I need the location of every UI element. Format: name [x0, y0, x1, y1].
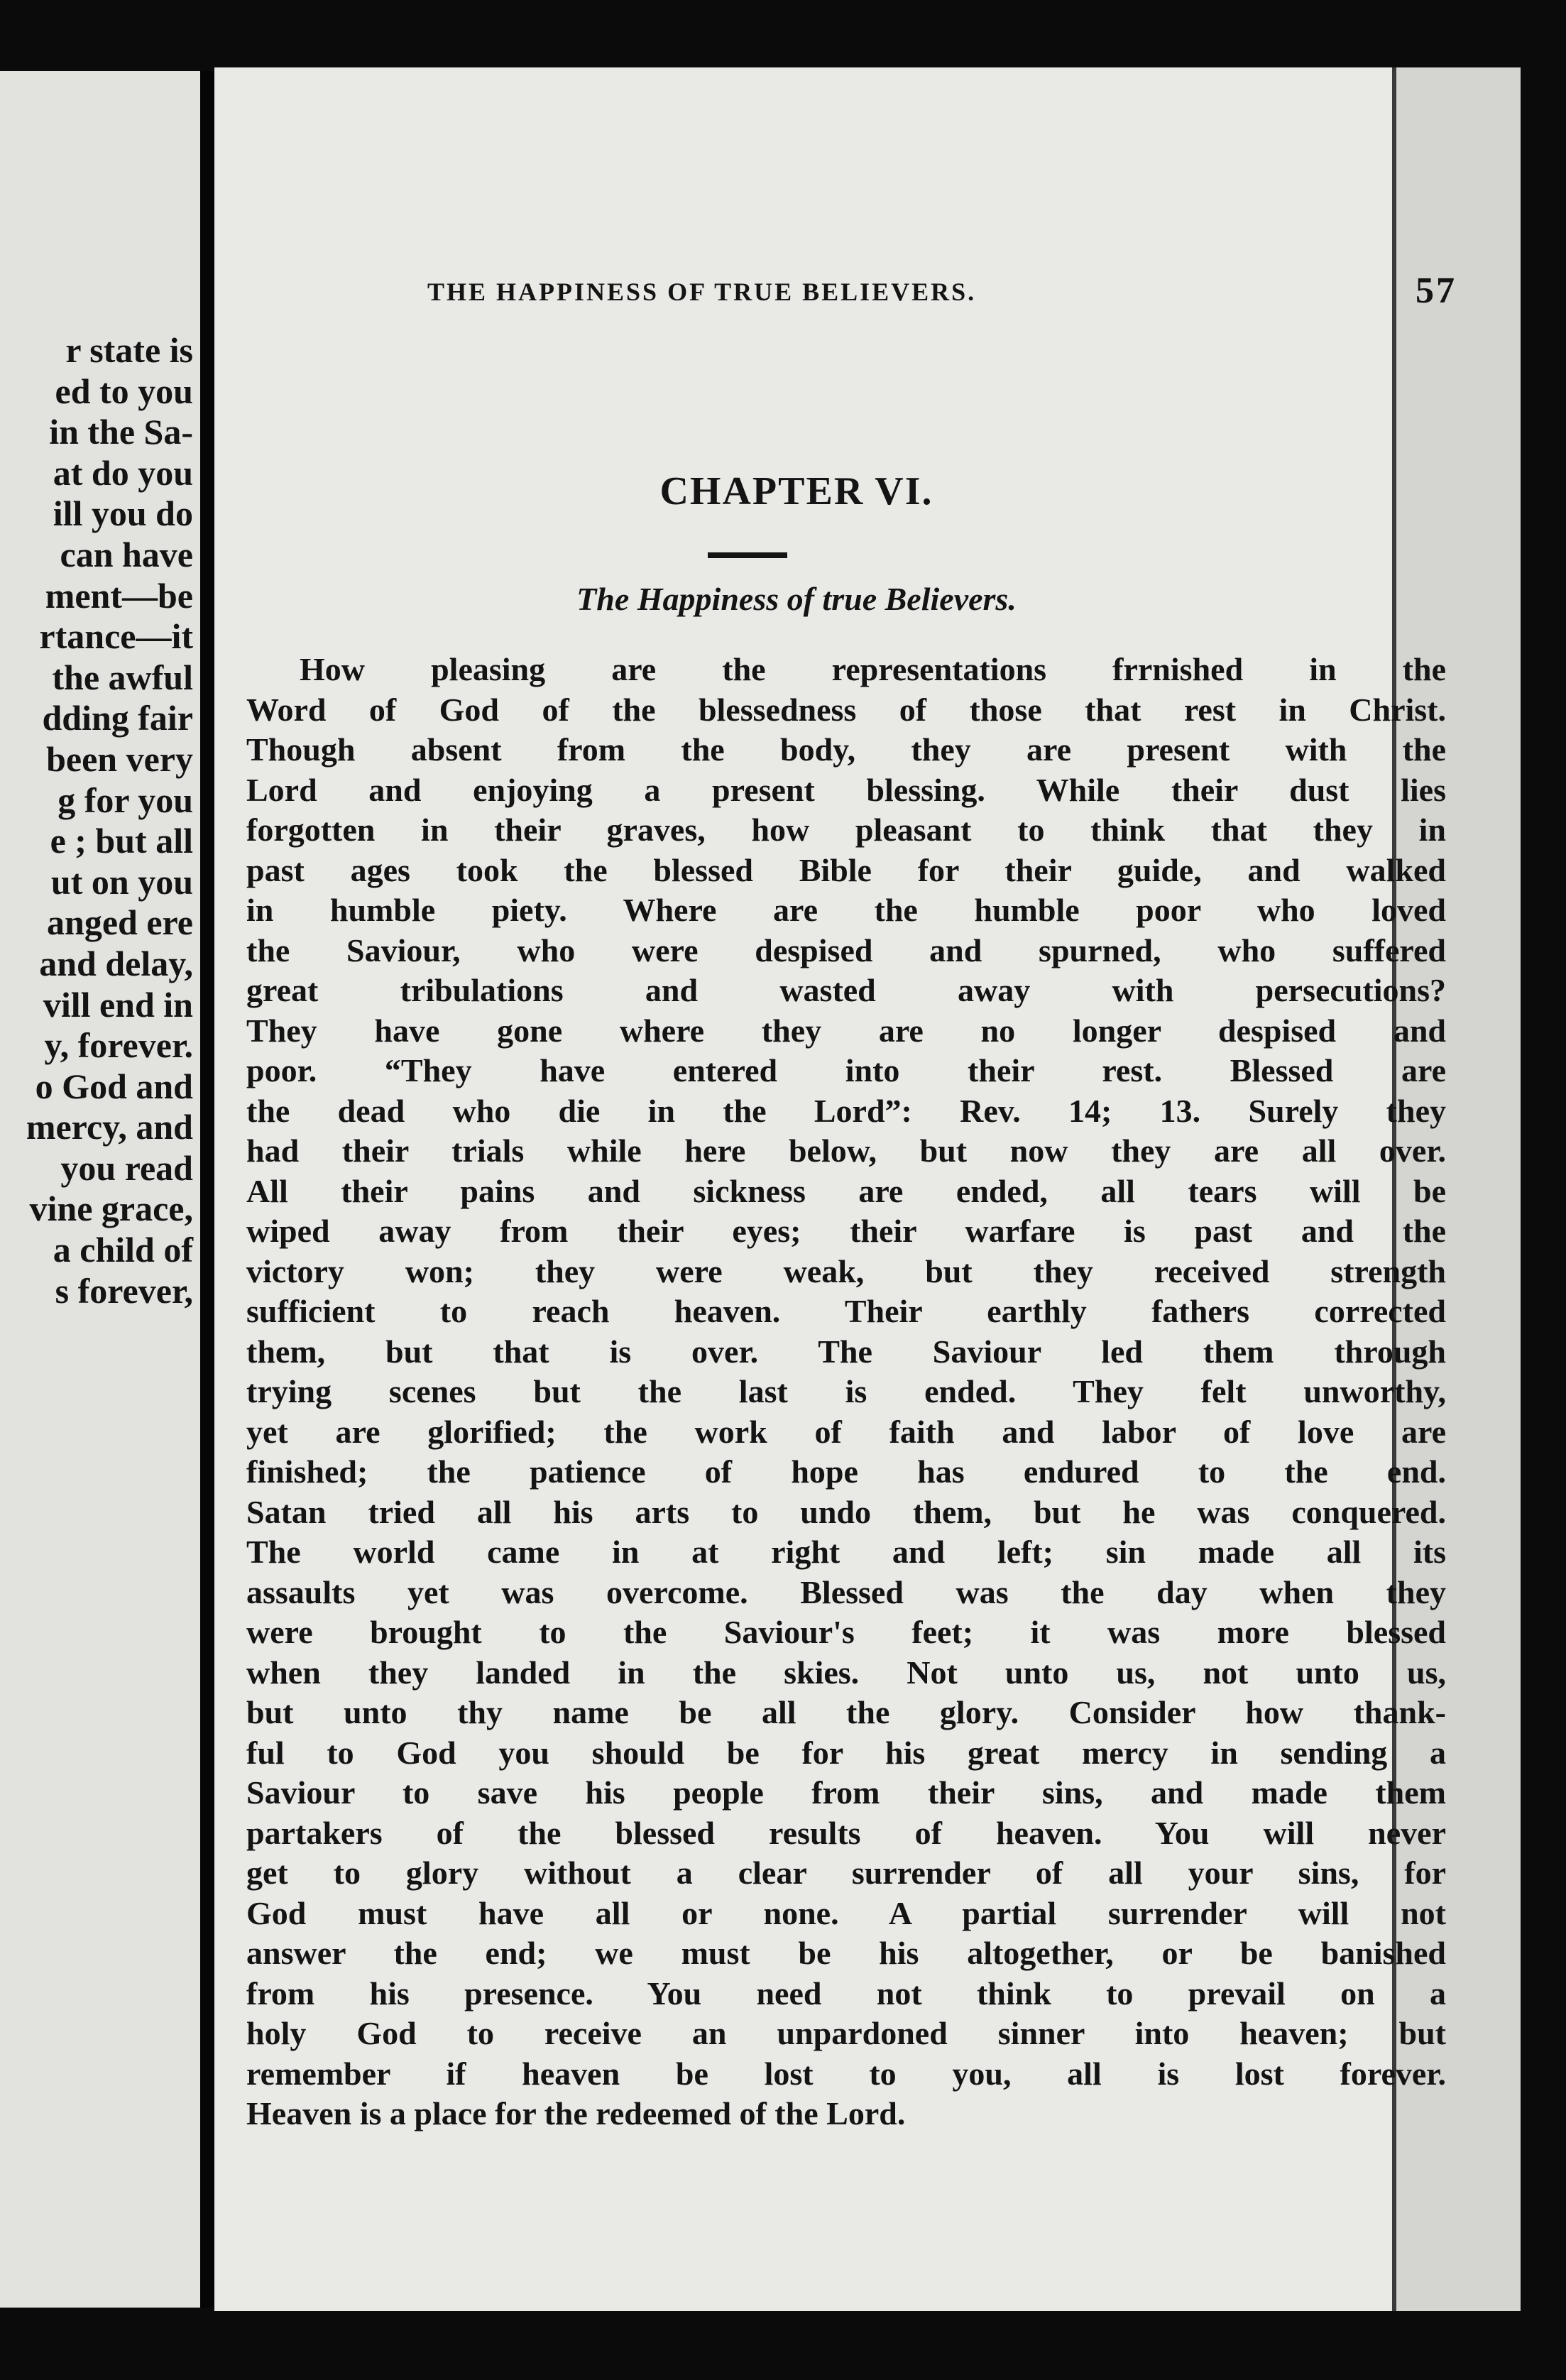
left-page-line: vill end in: [43, 984, 193, 1025]
left-page-line: ill you do: [53, 493, 193, 534]
body-line: They have gone where they are no longer despised and: [246, 1012, 1446, 1049]
left-page-line: ed to you: [55, 371, 193, 411]
body-line: How pleasing are the representations frrnished in the: [300, 651, 1446, 687]
body-line: Satan tried all his arts to undo them, but he was conquered.: [246, 1493, 1446, 1530]
left-page-line: can have: [60, 534, 193, 574]
left-page-line: at do you: [53, 452, 193, 493]
body-line: The world came in at right and left; sin made all its: [246, 1534, 1446, 1570]
body-line: them, but that is over. The Saviour led them through: [246, 1333, 1446, 1370]
left-page-line: in the Sa-: [49, 412, 193, 452]
running-header: [427, 270, 1457, 320]
left-page-line: dding fair: [42, 698, 193, 738]
body-line: Lord and enjoying a present blessing. While their dust lies: [246, 771, 1446, 808]
left-page-line: vine grace,: [29, 1189, 193, 1229]
body-line: poor. “They have entered into their rest. Blessed are: [246, 1052, 1446, 1088]
left-page-line: s forever,: [55, 1270, 193, 1311]
body-line: get to glory without a clear surrender of all your sins, for: [246, 1855, 1446, 1891]
body-line: the dead who die in the Lord”: Rev. 14; 13. Surely they: [246, 1092, 1446, 1129]
body-line: All their pains and sickness are ended, all tears will be: [246, 1172, 1446, 1209]
chapter-body: [246, 650, 1446, 2134]
body-line: were brought to the Saviour's feet; it was more blessed: [246, 1614, 1446, 1650]
book-gutter: [200, 71, 214, 2308]
body-line: Saviour to save his people from their sins, and made them: [246, 1774, 1446, 1811]
left-page-line: mercy, and: [26, 1107, 193, 1147]
left-page-line: a child of: [53, 1230, 193, 1270]
body-line: Though absent from the body, they are present with the: [246, 731, 1446, 768]
body-line: finished; the patience of hope has endured to the end.: [246, 1453, 1446, 1490]
left-page-line: and delay,: [39, 943, 193, 983]
chapter-heading: CHAPTER VI.: [659, 469, 933, 513]
left-page-text: [26, 330, 193, 1311]
left-page-line: e ; but all: [50, 821, 193, 861]
body-line: victory won; they were weak, but they received strength: [246, 1252, 1446, 1289]
body-line: remember if heaven be lost to you, all is lost forever.: [246, 2055, 1446, 2092]
body-line: in humble piety. Where are the humble poor who loved: [246, 892, 1446, 928]
body-line: partakers of the blessed results of heaven. You will never: [246, 1814, 1446, 1851]
body-line: great tribulations and wasted away with persecutions?: [246, 972, 1446, 1008]
left-page-line: y, forever.: [44, 1025, 193, 1066]
chapter-subtitle: The Happiness of true Believers.: [576, 581, 1017, 617]
body-line: had their trials while here below, but now they are all over.: [246, 1132, 1446, 1169]
body-line: Heaven is a place for the redeemed of the Lord.: [246, 2095, 906, 2131]
left-page-line: o God and: [35, 1066, 193, 1106]
left-page: [0, 71, 200, 2308]
left-page-line: the awful: [52, 657, 193, 697]
body-line: answer the end; we must be his altogether, or be banished: [246, 1935, 1446, 1971]
body-line: ful to God you should be for his great mercy in sending a: [246, 1734, 1446, 1771]
body-line: Word of God of the blessedness of those that rest in Christ.: [246, 691, 1446, 728]
left-page-line: g for you: [58, 780, 193, 820]
body-line: forgotten in their graves, how pleasant to think that they in: [246, 812, 1446, 848]
left-page-line: anged ere: [47, 902, 193, 943]
left-page-line: you read: [60, 1147, 193, 1188]
body-line: but unto thy name be all the glory. Consider how thank-: [246, 1694, 1446, 1730]
body-line: holy God to receive an unpardoned sinner into heaven; but: [246, 2015, 1446, 2051]
body-line: from his presence. You need not think to prevail on a: [246, 1975, 1446, 2011]
left-page-line: rtance—it: [39, 616, 193, 657]
body-line: sufficient to reach heaven. Their earthly fathers corrected: [246, 1293, 1446, 1329]
left-page-line: ment—be: [45, 575, 193, 616]
page-number: 57: [1416, 271, 1457, 311]
body-line: past ages took the blessed Bible for their guide, and walked: [246, 851, 1446, 888]
body-line: when they landed in the skies. Not unto us, not unto us,: [246, 1654, 1446, 1691]
body-line: God must have all or none. A partial surrender will not: [246, 1894, 1446, 1931]
heading-rule: [708, 552, 787, 558]
right-page: [214, 67, 1521, 2311]
body-line: the Saviour, who were despised and spurned, who suffered: [246, 932, 1446, 968]
left-page-line: r state is: [65, 330, 193, 370]
body-line: assaults yet was overcome. Blessed was the day when they: [246, 1573, 1446, 1610]
running-title: THE HAPPINESS OF TRUE BELIEVERS.: [427, 278, 977, 306]
body-line: trying scenes but the last is ended. They felt unworthy,: [246, 1373, 1446, 1409]
body-line: yet are glorified; the work of faith and labor of love are: [246, 1413, 1446, 1450]
left-page-line: been very: [46, 738, 193, 779]
left-page-line: ut on you: [50, 861, 193, 902]
body-line: wiped away from their eyes; their warfare is past and the: [246, 1213, 1446, 1249]
